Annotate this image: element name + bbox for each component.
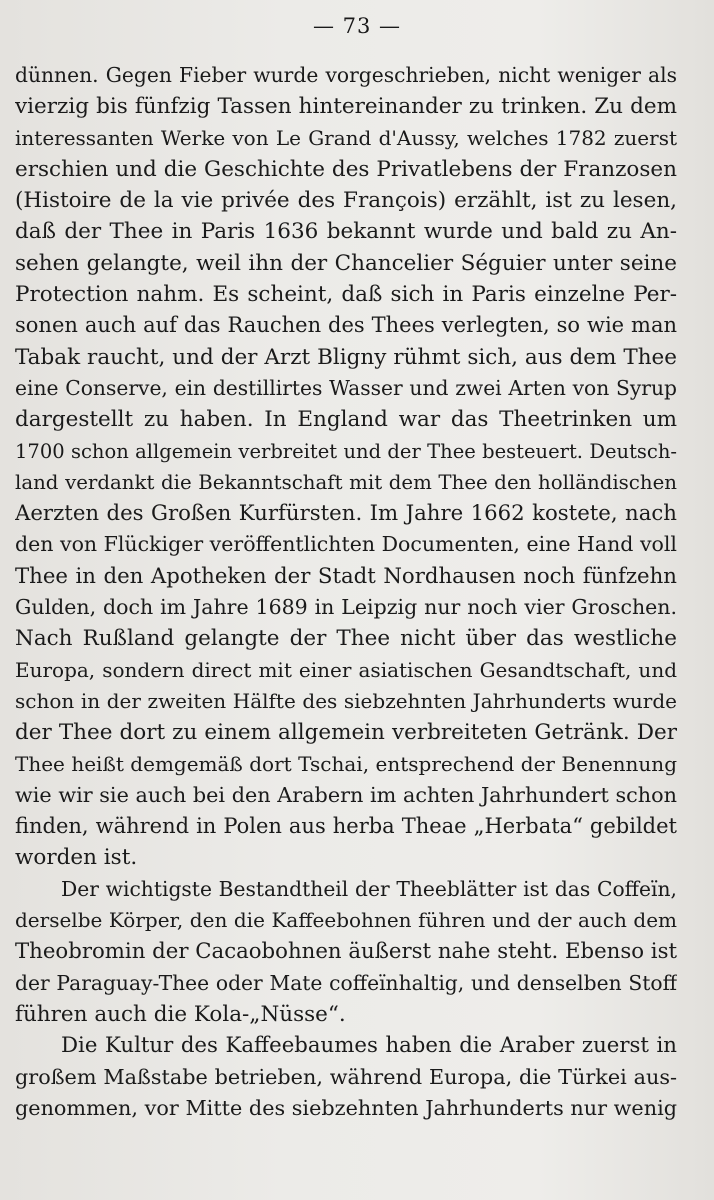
text-line: der Thee dort zu einem allgemein verbreiteten Getränk. Der <box>15 720 677 746</box>
text-line: finden, während in Polen aus herba Theae „Herbata“ gebildet <box>15 814 677 839</box>
text-line: sonen auch auf das Rauchen des Thees verlegten, so wie man <box>15 313 677 338</box>
text-line: Nach Rußland gelangte der Thee nicht über das westliche <box>15 626 677 652</box>
body-text <box>15 60 677 1124</box>
text-line: daß der Thee in Paris 1636 bekannt wurde und bald zu An- <box>15 219 677 245</box>
text-line: (Histoire de la vie privée des François) erzählt, ist zu lesen, <box>15 188 677 214</box>
text-line: großem Maßstabe betrieben, während Europa, die Türkei aus- <box>15 1064 677 1089</box>
text-line: dargestellt zu haben. In England war das Theetrinken um <box>15 407 677 433</box>
text-line: erschien und die Geschichte des Privatlebens der Franzosen <box>15 156 677 182</box>
text-line: führen auch die Kola-„Nüsse“. <box>15 1001 346 1027</box>
text-line: vierzig bis fünfzig Tassen hintereinander zu trinken. Zu dem <box>15 94 677 120</box>
text-line: Protection nahm. Es scheint, daß sich in Paris einzelne Per- <box>15 282 677 308</box>
text-line: sehen gelangte, weil ihn der Chancelier Séguier unter seine <box>15 250 677 276</box>
text-line: derselbe Körper, den die Kaffeebohnen führen und der auch dem <box>15 908 677 933</box>
text-line: genommen, vor Mitte des siebzehnten Jahrhunderts nur wenig <box>15 1095 677 1120</box>
page-number: — 73 — <box>312 14 402 38</box>
text-line: Europa, sondern direct mit einer asiatischen Gesandtschaft, und <box>15 657 677 682</box>
text-line: land verdankt die Bekanntschaft mit dem Thee den holländischen <box>15 470 677 494</box>
text-line: Gulden, doch im Jahre 1689 in Leipzig nur noch vier Groschen. <box>15 595 677 620</box>
text-line: den von Flückiger veröffentlichten Documenten, eine Hand voll <box>15 532 677 557</box>
text-line: dünnen. Gegen Fieber wurde vorgeschrieben, nicht weniger als <box>15 63 677 87</box>
text-line: Theobromin der Cacaobohnen äußerst nahe steht. Ebenso ist <box>15 939 677 965</box>
text-line: der Paraguay-Thee oder Mate coffeïnhaltig, und denselben Stoff <box>15 970 677 995</box>
text-line: Der wichtigste Bestandtheil der Theeblätter ist das Coffeïn, <box>61 876 677 901</box>
text-line: eine Conserve, ein destillirtes Wasser und zwei Arten von Syrup <box>15 375 677 400</box>
text-line: Aerzten des Großen Kurfürsten. Im Jahre 1662 kostete, nach <box>15 501 677 527</box>
text-line: wie wir sie auch bei den Arabern im achten Jahrhundert schon <box>15 782 677 807</box>
text-line: worden ist. <box>15 845 138 871</box>
text-line: schon in der zweiten Hälfte des siebzehnten Jahrhunderts wurde <box>15 688 677 713</box>
text-line: Tabak raucht, und der Arzt Bligny rühmt sich, aus dem Thee <box>15 344 677 370</box>
text-line: Thee heißt demgemäß dort Tschai, entsprechend der Benennung <box>15 751 677 776</box>
text-line: Thee in den Apotheken der Stadt Nordhausen noch fünfzehn <box>15 563 677 589</box>
text-line: interessanten Werke von Le Grand d'Aussy, welches 1782 zuerst <box>15 125 677 150</box>
text-line: Die Kultur des Kaffeebaumes haben die Araber zuerst in <box>61 1033 677 1059</box>
text-line: 1700 schon allgemein verbreitet und der Thee besteuert. Deutsch- <box>15 439 677 463</box>
